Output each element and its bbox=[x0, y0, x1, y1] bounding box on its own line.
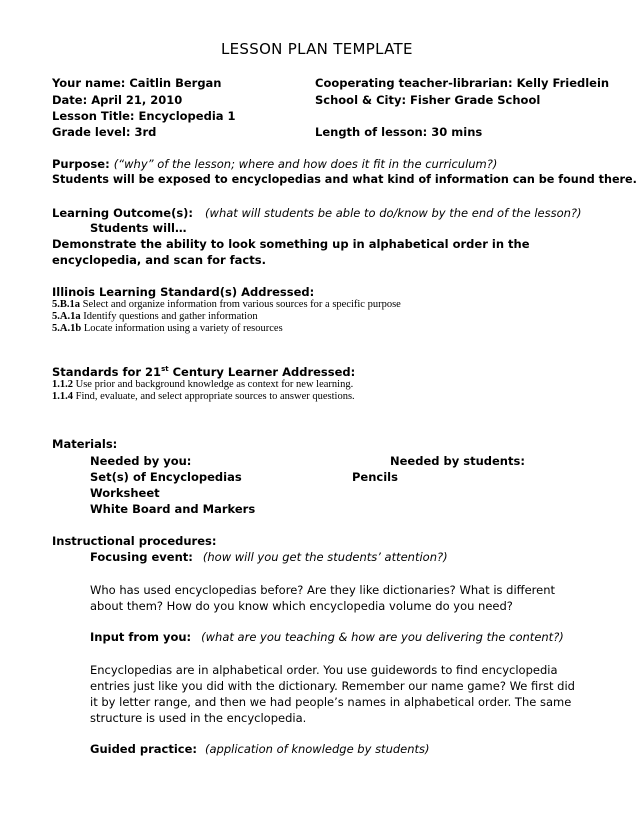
focusing-text: Who has used encyclopedias before? Are they like dictionaries? What is different about them? How do you know which encyclopedia volume do you need? bbox=[90, 583, 555, 613]
standard-text: Select and organize information from various sources for a specific purpose bbox=[80, 299, 401, 310]
teacher-name: Your name: Caitlin Bergan bbox=[52, 76, 222, 90]
century-heading-post: Century Learner Addressed: bbox=[168, 365, 356, 379]
century-standard bbox=[52, 379, 353, 391]
lesson-date: Date: April 21, 2010 bbox=[52, 93, 183, 107]
illinois-standard bbox=[52, 311, 258, 323]
standard-text: Find, evaluate, and select appropriate sources to answer questions. bbox=[73, 391, 355, 402]
material-item: Set(s) of Encyclopedias bbox=[90, 470, 242, 484]
input-line bbox=[90, 629, 564, 645]
needed-by-you-label: Needed by you: bbox=[90, 454, 192, 468]
century-heading bbox=[52, 364, 355, 380]
outcome-lead: Students will… bbox=[90, 221, 187, 235]
standard-code: 5.B.1a bbox=[52, 299, 81, 310]
purpose-label: Purpose: bbox=[52, 157, 110, 171]
century-standard bbox=[52, 391, 355, 403]
procedures-heading: Instructional procedures: bbox=[52, 534, 217, 548]
needed-by-students-label: Needed by students: bbox=[390, 454, 525, 468]
cooperating-teacher: Cooperating teacher-librarian: Kelly Friedlein bbox=[315, 76, 610, 90]
guided-label: Guided practice: bbox=[90, 742, 197, 756]
focusing-label: Focusing event: bbox=[90, 550, 193, 564]
standard-code: 1.1.2 bbox=[52, 379, 73, 390]
guided-line bbox=[90, 741, 430, 757]
century-heading-pre: Standards for 21 bbox=[52, 365, 162, 379]
page-title: LESSON PLAN TEMPLATE bbox=[221, 40, 413, 58]
purpose-line bbox=[52, 156, 497, 172]
outcome-text: Demonstrate the ability to look something up in alphabetical order in the encyclopedia, and scan for facts. bbox=[52, 237, 530, 267]
illinois-standard bbox=[52, 299, 401, 311]
materials-heading: Materials: bbox=[52, 437, 118, 451]
purpose-text: Students will be exposed to encyclopedias and what kind of information can be found there. bbox=[52, 173, 637, 186]
guided-prompt: (application of knowledge by students) bbox=[205, 742, 430, 756]
material-item: Worksheet bbox=[90, 486, 160, 500]
purpose-prompt: (“why” of the lesson; where and how does it fit in the curriculum?) bbox=[113, 157, 498, 171]
lesson-title: Lesson Title: Encyclopedia 1 bbox=[52, 109, 236, 123]
standard-code: 5.A.1b bbox=[52, 323, 82, 334]
standard-code: 5.A.1a bbox=[52, 311, 81, 322]
outcome-label: Learning Outcome(s): bbox=[52, 206, 194, 220]
standard-text: Locate information using a variety of resources bbox=[81, 323, 283, 334]
material-item: White Board and Markers bbox=[90, 502, 256, 516]
standard-code: 1.1.4 bbox=[52, 391, 73, 402]
century-heading-sup: st bbox=[161, 365, 169, 374]
illinois-heading: Illinois Learning Standard(s) Addressed: bbox=[52, 285, 315, 299]
lesson-length: Length of lesson: 30 mins bbox=[315, 125, 483, 139]
standard-text: Use prior and background knowledge as context for new learning. bbox=[73, 379, 354, 390]
focusing-line bbox=[90, 549, 448, 565]
focusing-prompt: (how will you get the students’ attention?) bbox=[202, 550, 448, 564]
school-city: School & City: Fisher Grade School bbox=[315, 93, 541, 107]
outcome-prompt: (what will students be able to do/know by the end of the lesson?) bbox=[205, 206, 582, 220]
standard-text: Identify questions and gather information bbox=[80, 311, 258, 322]
input-label: Input from you: bbox=[90, 630, 192, 644]
input-prompt: (what are you teaching & how are you delivering the content?) bbox=[201, 630, 564, 644]
input-text: Encyclopedias are in alphabetical order. You use guidewords to find encyclopedia entries just like you did with the dictionary. Remember our name game? We first did it by letter range, and then we had people’s names in alphabetical order. The same structure is used in the encyclopedia. bbox=[90, 663, 575, 725]
grade-level: Grade level: 3rd bbox=[52, 125, 157, 139]
outcome-line bbox=[52, 205, 582, 221]
student-material-item: Pencils bbox=[352, 470, 398, 484]
illinois-standard bbox=[52, 323, 283, 335]
